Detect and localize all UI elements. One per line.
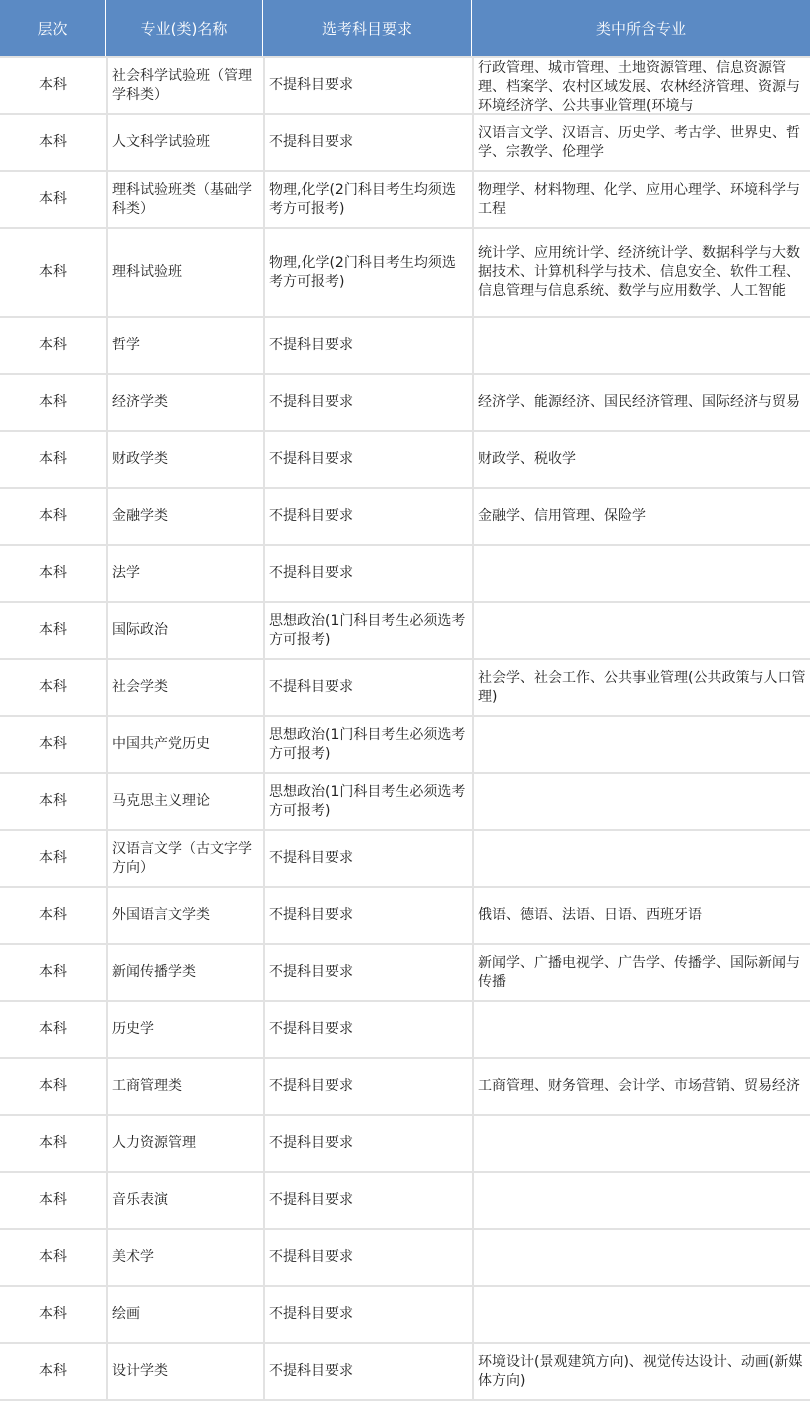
subject-requirement-cell: 思想政治(1门科目考生必须选考方可报考) <box>263 772 472 829</box>
included-majors-cell: 财政学、税收学 <box>472 430 810 487</box>
included-majors-cell <box>472 715 810 772</box>
level-cell: 本科 <box>0 1114 106 1171</box>
major-name-cell: 人力资源管理 <box>106 1114 263 1171</box>
subject-requirement-cell: 不提科目要求 <box>263 430 472 487</box>
subject-requirement-cell: 不提科目要求 <box>263 1057 472 1114</box>
included-majors-cell <box>472 772 810 829</box>
included-majors-cell <box>472 1228 810 1285</box>
header-included-majors: 类中所含专业 <box>472 0 810 56</box>
table-row <box>0 943 810 1000</box>
major-name-cell: 理科试验班 <box>106 227 263 316</box>
level-cell: 本科 <box>0 943 106 1000</box>
table-row <box>0 430 810 487</box>
level-cell: 本科 <box>0 544 106 601</box>
table-row <box>0 658 810 715</box>
included-majors-cell: 环境设计(景观建筑方向)、视觉传达设计、动画(新媒体方向) <box>472 1342 810 1401</box>
subject-requirement-cell: 不提科目要求 <box>263 1342 472 1401</box>
major-name-cell: 金融学类 <box>106 487 263 544</box>
major-name-cell: 马克思主义理论 <box>106 772 263 829</box>
table-row <box>0 1057 810 1114</box>
subject-requirement-cell: 不提科目要求 <box>263 943 472 1000</box>
table-row <box>0 56 810 113</box>
included-majors-cell <box>472 1171 810 1228</box>
header-level: 层次 <box>0 0 106 56</box>
table-row <box>0 1342 810 1401</box>
subject-requirement-cell: 不提科目要求 <box>263 1171 472 1228</box>
level-cell: 本科 <box>0 1057 106 1114</box>
included-majors-cell <box>472 601 810 658</box>
subject-requirement-cell: 不提科目要求 <box>263 886 472 943</box>
level-cell: 本科 <box>0 601 106 658</box>
table-row <box>0 373 810 430</box>
subject-requirement-cell: 不提科目要求 <box>263 373 472 430</box>
included-majors-cell: 物理学、材料物理、化学、应用心理学、环境科学与工程 <box>472 170 810 227</box>
included-majors-cell: 工商管理、财务管理、会计学、市场营销、贸易经济 <box>472 1057 810 1114</box>
major-name-cell: 法学 <box>106 544 263 601</box>
major-name-cell: 音乐表演 <box>106 1171 263 1228</box>
included-majors-cell: 汉语言文学、汉语言、历史学、考古学、世界史、哲学、宗教学、伦理学 <box>472 113 810 170</box>
major-name-cell: 中国共产党历史 <box>106 715 263 772</box>
major-name-cell: 历史学 <box>106 1000 263 1057</box>
level-cell: 本科 <box>0 829 106 886</box>
included-majors-cell <box>472 1114 810 1171</box>
table-header-row <box>0 0 810 56</box>
included-majors-cell <box>472 1000 810 1057</box>
major-name-cell: 设计学类 <box>106 1342 263 1401</box>
header-subject-requirement: 选考科目要求 <box>263 0 472 56</box>
level-cell: 本科 <box>0 715 106 772</box>
major-name-cell: 社会科学试验班（管理学科类） <box>106 56 263 113</box>
table-row <box>0 1000 810 1057</box>
included-majors-cell: 统计学、应用统计学、经济统计学、数据科学与大数据技术、计算机科学与技术、信息安全、软件工程、信息管理与信息系统、数学与应用数学、人工智能 <box>472 227 810 316</box>
table-row <box>0 113 810 170</box>
major-name-cell: 外国语言文学类 <box>106 886 263 943</box>
level-cell: 本科 <box>0 658 106 715</box>
subject-requirement-cell: 物理,化学(2门科目考生均须选考方可报考) <box>263 227 472 316</box>
table-row <box>0 1285 810 1342</box>
included-majors-cell: 经济学、能源经济、国民经济管理、国际经济与贸易 <box>472 373 810 430</box>
level-cell: 本科 <box>0 373 106 430</box>
table-row <box>0 170 810 227</box>
level-cell: 本科 <box>0 227 106 316</box>
subject-requirement-cell: 不提科目要求 <box>263 113 472 170</box>
subject-requirement-cell: 思想政治(1门科目考生必须选考方可报考) <box>263 715 472 772</box>
subject-requirement-cell: 不提科目要求 <box>263 829 472 886</box>
level-cell: 本科 <box>0 56 106 113</box>
level-cell: 本科 <box>0 772 106 829</box>
subject-requirement-cell: 不提科目要求 <box>263 1228 472 1285</box>
subject-requirement-cell: 不提科目要求 <box>263 487 472 544</box>
major-name-cell: 理科试验班类（基础学科类） <box>106 170 263 227</box>
level-cell: 本科 <box>0 113 106 170</box>
table-row <box>0 886 810 943</box>
major-name-cell: 美术学 <box>106 1228 263 1285</box>
table-row <box>0 772 810 829</box>
subject-requirement-cell: 不提科目要求 <box>263 1000 472 1057</box>
major-name-cell: 人文科学试验班 <box>106 113 263 170</box>
level-cell: 本科 <box>0 487 106 544</box>
level-cell: 本科 <box>0 1000 106 1057</box>
subject-requirement-cell: 不提科目要求 <box>263 1285 472 1342</box>
subject-requirement-cell: 物理,化学(2门科目考生均须选考方可报考) <box>263 170 472 227</box>
major-name-cell: 财政学类 <box>106 430 263 487</box>
table-row <box>0 1228 810 1285</box>
major-name-cell: 国际政治 <box>106 601 263 658</box>
level-cell: 本科 <box>0 1171 106 1228</box>
subject-requirement-cell: 不提科目要求 <box>263 56 472 113</box>
table-row <box>0 601 810 658</box>
subject-requirement-cell: 不提科目要求 <box>263 316 472 373</box>
table-row <box>0 544 810 601</box>
level-cell: 本科 <box>0 316 106 373</box>
header-major-name: 专业(类)名称 <box>106 0 263 56</box>
major-name-cell: 哲学 <box>106 316 263 373</box>
table-row <box>0 227 810 316</box>
level-cell: 本科 <box>0 1228 106 1285</box>
included-majors-cell: 行政管理、城市管理、土地资源管理、信息资源管理、档案学、农村区域发展、农林经济管理、资源与环境经济学、公共事业管理(环境与 <box>472 56 810 113</box>
major-name-cell: 汉语言文学（古文字学方向） <box>106 829 263 886</box>
table-row <box>0 1114 810 1171</box>
table-row <box>0 316 810 373</box>
level-cell: 本科 <box>0 1342 106 1401</box>
major-name-cell: 社会学类 <box>106 658 263 715</box>
table-body <box>0 56 810 1401</box>
major-name-cell: 经济学类 <box>106 373 263 430</box>
major-name-cell: 新闻传播学类 <box>106 943 263 1000</box>
table-row <box>0 715 810 772</box>
included-majors-cell: 俄语、德语、法语、日语、西班牙语 <box>472 886 810 943</box>
included-majors-cell <box>472 1285 810 1342</box>
level-cell: 本科 <box>0 1285 106 1342</box>
level-cell: 本科 <box>0 170 106 227</box>
included-majors-cell: 新闻学、广播电视学、广告学、传播学、国际新闻与传播 <box>472 943 810 1000</box>
included-majors-cell <box>472 316 810 373</box>
major-name-cell: 绘画 <box>106 1285 263 1342</box>
included-majors-cell: 金融学、信用管理、保险学 <box>472 487 810 544</box>
subject-requirement-cell: 不提科目要求 <box>263 544 472 601</box>
included-majors-cell <box>472 829 810 886</box>
level-cell: 本科 <box>0 430 106 487</box>
subject-requirement-cell: 思想政治(1门科目考生必须选考方可报考) <box>263 601 472 658</box>
level-cell: 本科 <box>0 886 106 943</box>
subject-requirement-cell: 不提科目要求 <box>263 1114 472 1171</box>
table-row <box>0 829 810 886</box>
included-majors-cell: 社会学、社会工作、公共事业管理(公共政策与人口管理) <box>472 658 810 715</box>
table-row <box>0 487 810 544</box>
included-majors-cell <box>472 544 810 601</box>
table-row <box>0 1171 810 1228</box>
subject-requirement-cell: 不提科目要求 <box>263 658 472 715</box>
major-name-cell: 工商管理类 <box>106 1057 263 1114</box>
